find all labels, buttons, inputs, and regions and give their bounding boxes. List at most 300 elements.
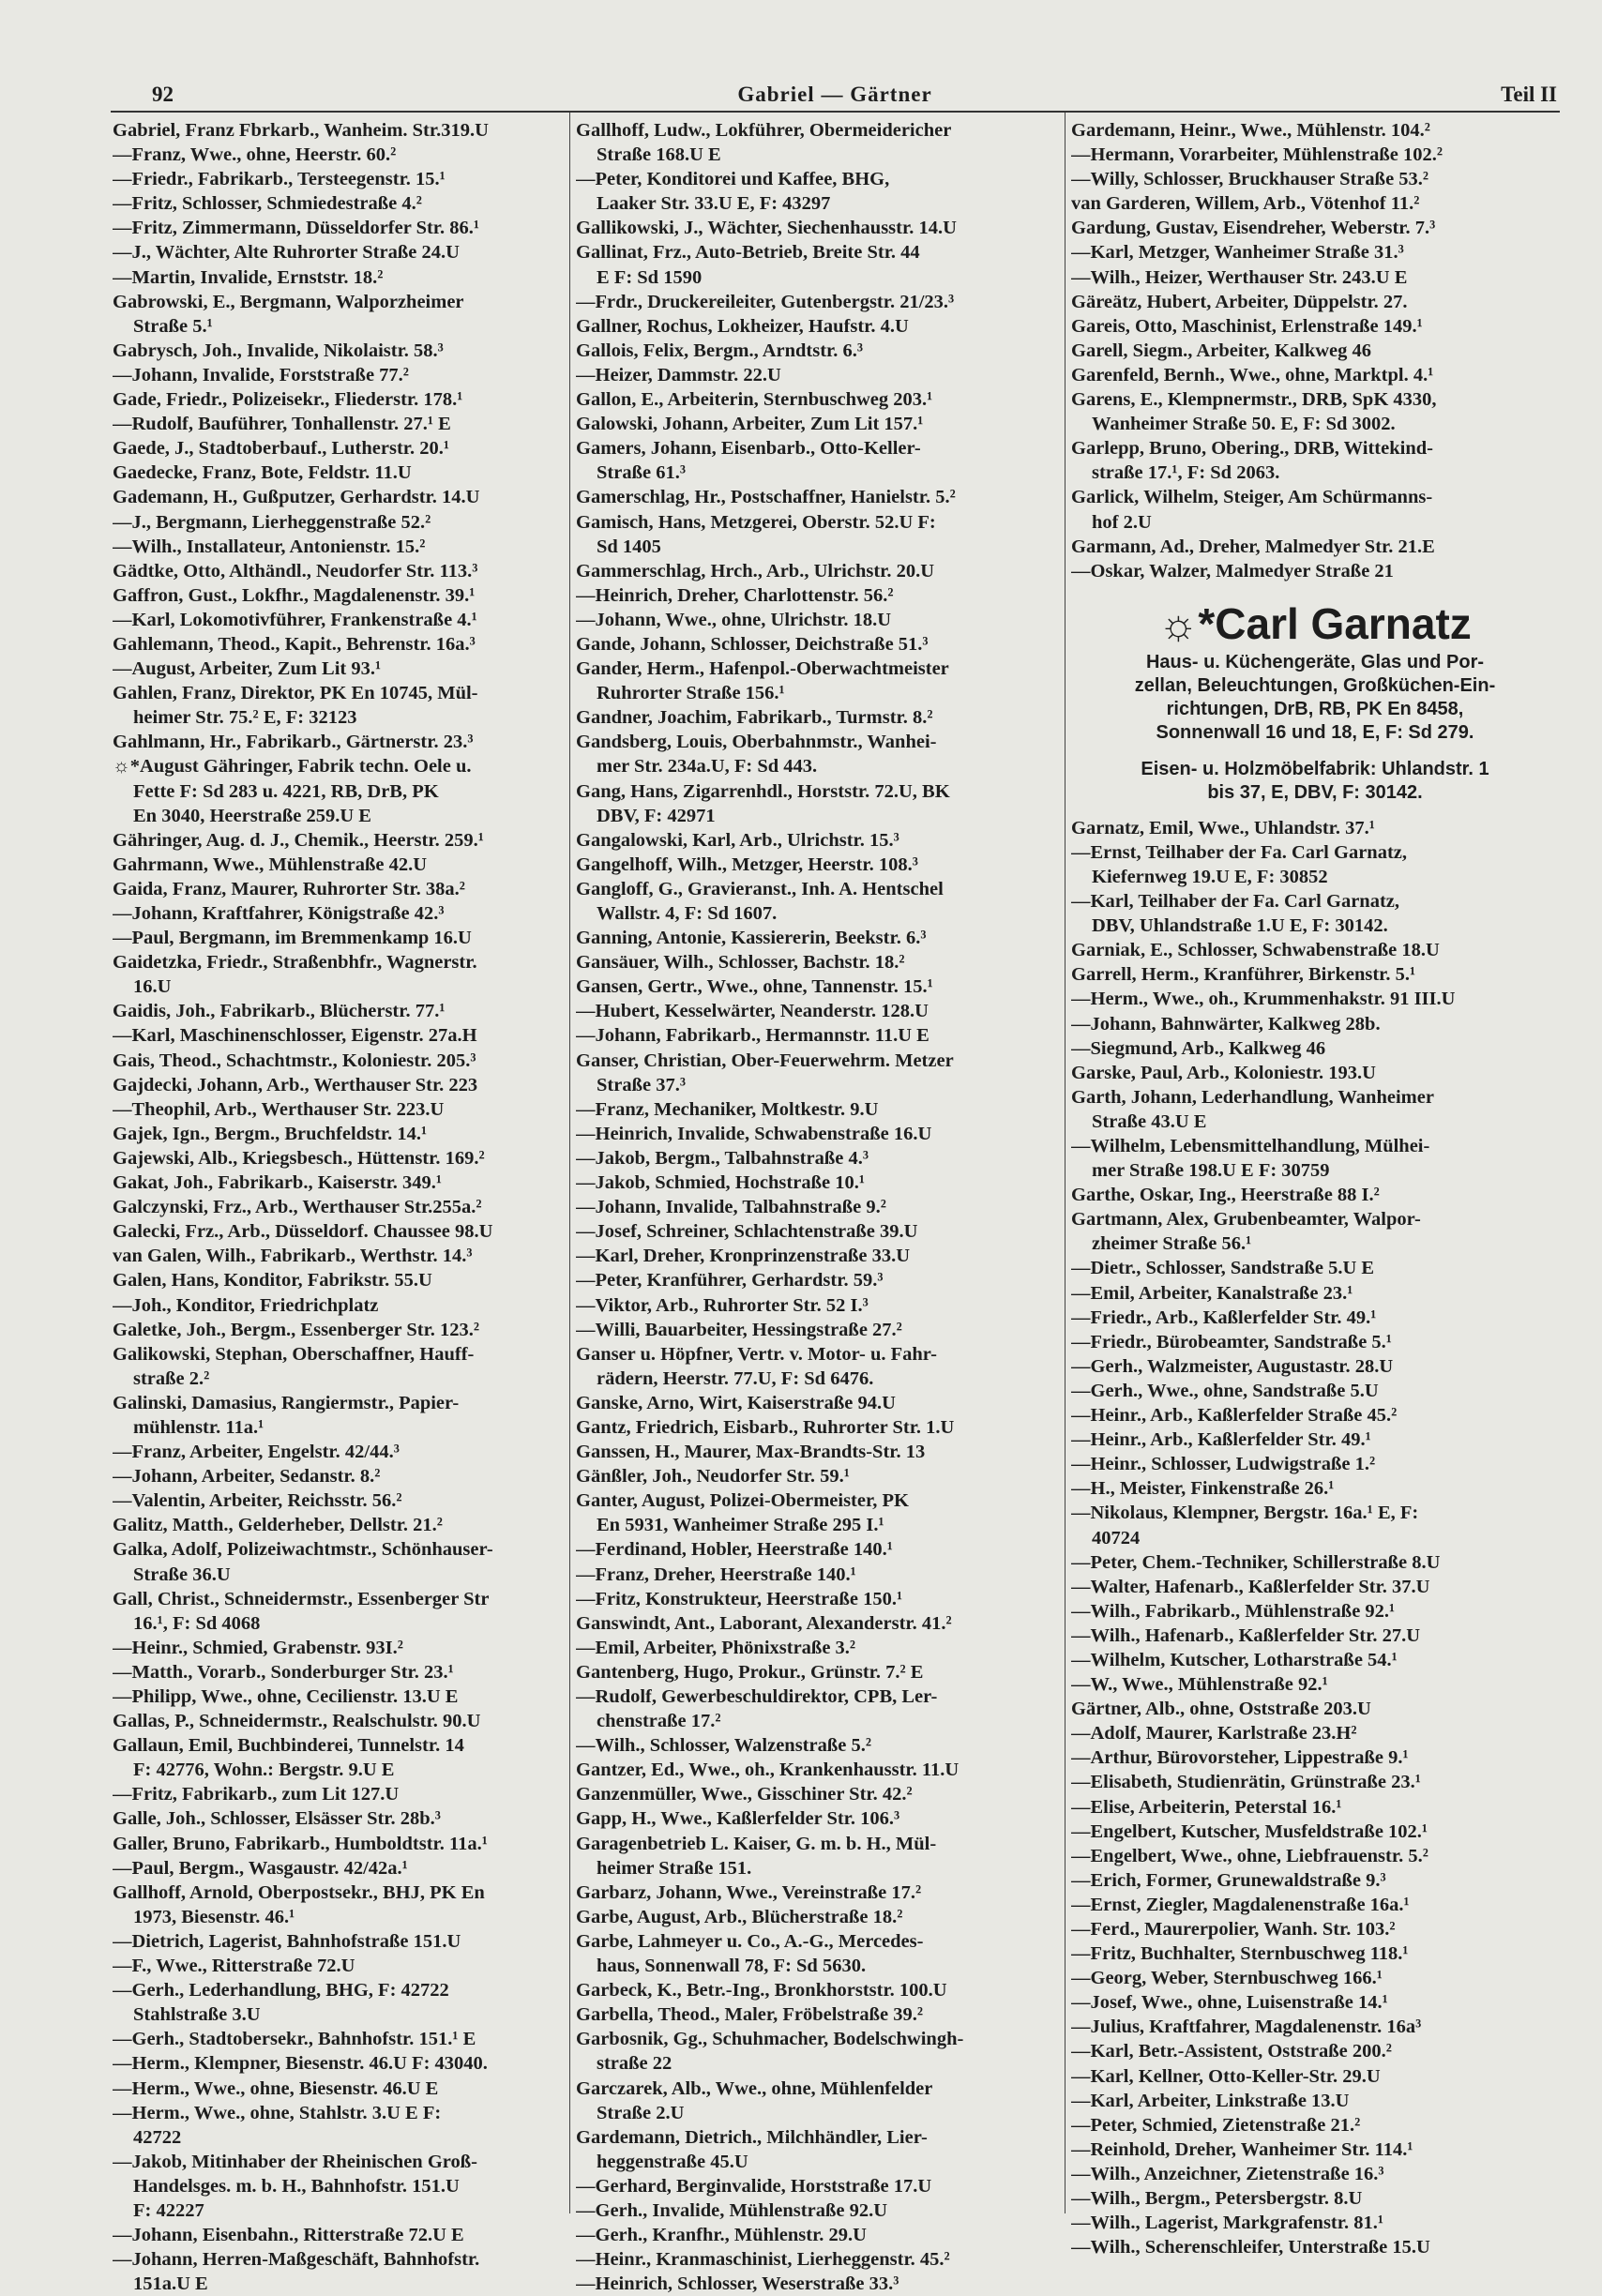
directory-entry xyxy=(113,387,567,412)
directory-entry xyxy=(576,1929,1062,1978)
directory-entry xyxy=(576,1023,1062,1048)
entry-line: —Peter, Konditorei und Kaffee, BHG, xyxy=(576,169,890,190)
directory-entry xyxy=(113,754,567,827)
directory-entry xyxy=(1071,1575,1559,1599)
entry-line: Gahlen, Franz, Direktor, PK En 10745, Mül- xyxy=(113,683,478,704)
directory-entry xyxy=(576,1684,1062,1733)
entry-continuation-line: heimer Str. 75.² E, F: 32123 xyxy=(133,707,357,729)
entry-line: —Karl, Dreher, Kronprinzenstraße 33.U xyxy=(576,1246,911,1267)
directory-entry xyxy=(1071,2015,1559,2039)
entry-line: Garmann, Ad., Dreher, Malmedyer Str. 21.E xyxy=(1071,536,1435,557)
entry-line: Garenfeld, Bernh., Wwe., ohne, Marktpl. 4.¹ xyxy=(1071,364,1434,385)
directory-entry xyxy=(1071,1207,1559,1256)
directory-entry xyxy=(113,510,567,535)
page-title: Gabriel — Gärtner xyxy=(737,83,932,106)
directory-entry xyxy=(1071,1990,1559,2015)
entry-line: —Gerhard, Berginvalide, Horststraße 17.U xyxy=(576,2175,932,2197)
entry-line: —Oskar, Walzer, Malmedyer Straße 21 xyxy=(1071,560,1394,582)
directory-entry xyxy=(113,1587,567,1636)
entry-line: Galecki, Frz., Arb., Düsseldorf. Chaussee 98.U xyxy=(113,1221,493,1243)
directory-entry xyxy=(1071,1036,1559,1061)
entry-continuation-line: 151a.U E xyxy=(133,2273,208,2295)
directory-entry xyxy=(576,1268,1062,1292)
entry-line: Gamerschlag, Hr., Postschaffner, Hanielstr. 5.² xyxy=(576,487,956,508)
entry-line: Garens, E., Klempnermstr., DRB, SpK 4330, xyxy=(1071,389,1437,411)
entry-line: —Johann, Invalide, Talbahnstraße 9.² xyxy=(576,1197,886,1218)
directory-entry xyxy=(1071,143,1559,167)
entry-line: Gantz, Friedrich, Eisbarb., Ruhrorter Str. 1.U xyxy=(576,1416,955,1438)
entry-line: —Wilh., Lagerist, Markgrafenstr. 81.¹ xyxy=(1071,2213,1383,2234)
column-divider xyxy=(569,113,570,2213)
entry-line: —Arthur, Bürovorsteher, Lippestraße 9.¹ xyxy=(1071,1747,1409,1769)
entry-line: Galka, Adolf, Polizeiwachtmstr., Schönhauser- xyxy=(113,1539,493,1561)
directory-entry xyxy=(576,1440,1062,1464)
entry-continuation-line: En 5931, Wanheimer Straße 295 I.¹ xyxy=(597,1515,884,1536)
directory-entry xyxy=(576,1758,1062,1782)
entry-line: Galen, Hans, Konditor, Fabrikstr. 55.U xyxy=(113,1270,432,1292)
entry-line: —Paul, Bergm., Wasgaustr. 42/42a.¹ xyxy=(113,1857,408,1879)
entry-line: —Gerh., Kranfhr., Mühlenstr. 29.U xyxy=(576,2225,867,2246)
entry-line: Gallon, E., Arbeiterin, Sternbuschweg 203.¹ xyxy=(576,389,933,411)
directory-entry xyxy=(576,1587,1062,1611)
column-1 xyxy=(113,118,567,2296)
entry-line: —Siegmund, Arb., Kalkweg 46 xyxy=(1071,1037,1326,1059)
entry-continuation-line: Sd 1405 xyxy=(597,536,661,557)
entry-line: —Peter, Kranführer, Gerhardstr. 59.³ xyxy=(576,1270,884,1292)
directory-entry xyxy=(576,1146,1062,1171)
entry-line: Garlick, Wilhelm, Steiger, Am Schürmanns- xyxy=(1071,487,1433,508)
header-rule xyxy=(111,111,1560,113)
entry-line: Garczarek, Alb., Wwe., ohne, Mühlenfelder xyxy=(576,2077,933,2099)
directory-entry xyxy=(576,559,1062,583)
entry-line: —Wilh., Anzeichner, Zietenstraße 16.³ xyxy=(1071,2163,1384,2184)
entry-line: Gallner, Rochus, Lokheizer, Haufstr. 4.U xyxy=(576,315,909,337)
directory-entry xyxy=(113,1954,567,1978)
entry-line: van Galen, Wilh., Fabrikarb., Werthstr. 14.³ xyxy=(113,1246,473,1267)
entry-line: —Dietrich, Lagerist, Bahnhofstraße 151.U xyxy=(113,1930,461,1952)
entry-line: —W., Wwe., Mühlenstraße 92.¹ xyxy=(1071,1674,1328,1696)
entry-continuation-line: F: 42776, Wohn.: Bergstr. 9.U E xyxy=(133,1760,395,1781)
entry-line: —Heizer, Dammstr. 22.U xyxy=(576,364,781,385)
directory-entry xyxy=(113,730,567,754)
entry-line: Galitz, Matth., Gelderheber, Dellstr. 21.² xyxy=(113,1515,443,1536)
directory-entry xyxy=(576,1464,1062,1488)
entry-line: Gaffron, Gust., Lokfhr., Magdalenenstr. 39.¹ xyxy=(113,584,476,606)
entry-line: Gäreätz, Hubert, Arbeiter, Düppelstr. 27. xyxy=(1071,291,1408,312)
entry-line: —H., Meister, Finkenstraße 26.¹ xyxy=(1071,1478,1335,1500)
entry-line: —Fritz, Fabrikarb., zum Lit 127.U xyxy=(113,1784,400,1805)
directory-entry xyxy=(576,1318,1062,1342)
directory-entry xyxy=(113,240,567,264)
directory-entry xyxy=(1071,1893,1559,1917)
directory-entry xyxy=(113,1073,567,1097)
entry-line: Gandsberg, Louis, Oberbahnmstr., Wanhei- xyxy=(576,732,937,753)
directory-entry xyxy=(1071,118,1559,143)
entry-line: —Wilhelm, Lebensmittelhandlung, Mülhei- xyxy=(1071,1136,1430,1156)
directory-entry xyxy=(113,1832,567,1856)
entry-line: Gandner, Joachim, Fabrikarb., Turmstr. 8.² xyxy=(576,707,933,729)
directory-entry xyxy=(1071,1770,1559,1794)
ad-text-line: zellan, Beleuchtungen, Großküchen-Ein- xyxy=(1134,674,1496,696)
directory-entry xyxy=(1071,1917,1559,1941)
directory-entry xyxy=(576,1219,1062,1244)
directory-entry xyxy=(576,1537,1062,1562)
entry-continuation-line: haus, Sonnenwall 78, F: Sd 5630. xyxy=(597,1956,867,1977)
entry-line: —Heinrich, Schlosser, Weserstraße 33.³ xyxy=(576,2273,899,2295)
entry-line: Gangalowski, Karl, Arb., Ulrichstr. 15.³ xyxy=(576,829,899,851)
entry-line: Gajdecki, Johann, Arb., Werthauser Str. 223 xyxy=(113,1074,478,1095)
entry-line: —Dietr., Schlosser, Sandstraße 5.U E xyxy=(1071,1258,1375,1279)
entry-line: Gangloff, G., Gravieranst., Inh. A. Hentschel xyxy=(576,878,944,899)
entry-line: —Viktor, Arb., Ruhrorter Str. 52 I.³ xyxy=(576,1294,869,1316)
directory-entry xyxy=(113,1023,567,1048)
directory-entry xyxy=(113,583,567,608)
directory-entry xyxy=(113,191,567,216)
entry-continuation-line: Handelsges. m. b. H., Bahnhofstr. 151.U xyxy=(133,2175,460,2197)
directory-entry xyxy=(1071,436,1559,485)
entry-continuation-line: En 3040, Heerstraße 259.U E xyxy=(133,805,371,826)
entry-line: —Georg, Weber, Sternbuschweg 166.¹ xyxy=(1071,1968,1383,1989)
entry-line: —Fritz, Zimmermann, Düsseldorfer Str. 86.¹ xyxy=(113,218,480,239)
directory-entry xyxy=(113,167,567,191)
ad-text-line: Sonnenwall 16 und 18, E, F: Sd 279. xyxy=(1156,721,1474,743)
directory-entry xyxy=(113,1195,567,1219)
directory-entry xyxy=(1071,485,1559,534)
entry-line: —Joh., Konditor, Friedrichplatz xyxy=(113,1294,379,1316)
entry-line: Ganser u. Höpfner, Vertr. v. Motor- u. Fahr- xyxy=(576,1343,937,1365)
directory-entry xyxy=(113,535,567,559)
entry-continuation-line: heggenstraße 45.U xyxy=(597,2151,748,2172)
entry-line: Gangelhoff, Wilh., Metzger, Heerstr. 108.³ xyxy=(576,853,918,875)
entry-line: —Wilh., Heizer, Werthauser Str. 243.U E xyxy=(1071,266,1408,288)
directory-entry xyxy=(576,1782,1062,1806)
entry-line: Gaede, J., Stadtoberbauf., Lutherstr. 20.¹ xyxy=(113,438,450,460)
entry-continuation-line: DBV, Uhlandstraße 1.U E, F: 30142. xyxy=(1092,915,1388,937)
entry-line: Galinski, Damasius, Rangiermstr., Papier- xyxy=(113,1392,460,1413)
directory-entry xyxy=(113,290,567,339)
entry-line: Gaidis, Joh., Fabrikarb., Blücherstr. 77.¹ xyxy=(113,1001,446,1022)
directory-entry xyxy=(1071,1844,1559,1868)
directory-entry xyxy=(576,1660,1062,1684)
entry-line: —Ernst, Teilhaber der Fa. Carl Garnatz, xyxy=(1071,841,1407,863)
directory-entry xyxy=(576,290,1062,314)
directory-entry xyxy=(576,877,1062,926)
directory-entry xyxy=(576,999,1062,1023)
directory-entry xyxy=(576,730,1062,778)
entry-line: Gareis, Otto, Maschinist, Erlenstraße 149.¹ xyxy=(1071,315,1423,337)
entry-continuation-line: Straße 61.³ xyxy=(597,462,686,484)
directory-entry xyxy=(576,926,1062,950)
entry-line: —Fritz, Buchhalter, Sternbuschweg 118.¹ xyxy=(1071,1943,1409,1965)
entry-continuation-line: 42722 xyxy=(133,2126,182,2148)
directory-entry xyxy=(576,240,1062,289)
entry-line: Gander, Herm., Hafenpol.-Oberwachtmeister xyxy=(576,658,949,680)
entry-line: —Karl, Maschinenschlosser, Eigenstr. 27a.H xyxy=(113,1025,477,1047)
entry-line: —Heinr., Schmied, Grabenstr. 93I.² xyxy=(113,1637,403,1658)
entry-line: Gärtner, Alb., ohne, Oststraße 203.U xyxy=(1071,1699,1371,1720)
entry-line: —Gerh., Walzmeister, Augustastr. 28.U xyxy=(1071,1355,1394,1377)
directory-entry xyxy=(113,339,567,363)
directory-entry xyxy=(576,1122,1062,1146)
directory-entry xyxy=(113,2247,567,2296)
directory-entry xyxy=(1071,240,1559,264)
directory-entry xyxy=(1071,816,1559,840)
entry-line: —Gerh., Stadtobersekr., Bahnhofstr. 151.¹ E xyxy=(113,2029,476,2050)
ad-text-line: Haus- u. Küchengeräte, Glas und Por- xyxy=(1145,651,1485,672)
entry-line: Garrell, Herm., Kranführer, Birkenstr. 5.¹ xyxy=(1071,964,1416,986)
entry-line: Gallas, P., Schneidermstr., Realschulstr. 90.U xyxy=(113,1711,481,1732)
entry-line: —Elise, Arbeiterin, Peterstal 16.¹ xyxy=(1071,1796,1342,1818)
directory-entry xyxy=(113,828,567,853)
directory-entry xyxy=(113,1244,567,1268)
directory-entry xyxy=(576,779,1062,828)
directory-entry xyxy=(1071,1134,1559,1183)
directory-entry xyxy=(113,950,567,999)
entry-line: —Rudolf, Gewerbeschuldirektor, CPB, Ler- xyxy=(576,1686,938,1707)
directory-entry xyxy=(1071,1599,1559,1624)
directory-entry xyxy=(576,2027,1062,2076)
directory-entry xyxy=(1071,1256,1559,1280)
directory-entry xyxy=(113,1097,567,1122)
directory-entry xyxy=(1071,1966,1559,1990)
entry-line: Gänßler, Joh., Neudorfer Str. 59.¹ xyxy=(576,1466,850,1488)
entry-line: —Reinhold, Dreher, Wanheimer Str. 114.¹ xyxy=(1071,2138,1413,2160)
entry-line: van Garderen, Willem, Arb., Vötenhof 11.² xyxy=(1071,193,1420,215)
entry-line: Garthe, Oskar, Ing., Heerstraße 88 I.² xyxy=(1071,1185,1380,1206)
entry-line: —Paul, Bergmann, im Bremmenkamp 16.U xyxy=(113,928,472,949)
entry-line: Gaedecke, Franz, Bote, Feldstr. 11.U xyxy=(113,462,412,484)
directory-entry xyxy=(113,1806,567,1831)
directory-entry xyxy=(576,314,1062,339)
entry-line: —Ferd., Maurerpolier, Wanh. Str. 103.² xyxy=(1071,1919,1396,1940)
directory-entry xyxy=(113,657,567,681)
entry-line: —Emil, Arbeiter, Kanalstraße 23.¹ xyxy=(1071,1282,1353,1304)
column-3 xyxy=(1071,118,1559,2259)
entry-continuation-line: Straße 168.U E xyxy=(597,144,721,166)
entry-line: —Hermann, Vorarbeiter, Mühlenstraße 102.² xyxy=(1071,144,1443,166)
directory-entry xyxy=(113,1537,567,1586)
directory-entry xyxy=(576,1832,1062,1881)
directory-entry xyxy=(1071,1868,1559,1893)
advertisement-carl-garnatz xyxy=(1071,597,1559,805)
entry-line: Galle, Joh., Schlosser, Elsässer Str. 28b.³ xyxy=(113,1808,441,1830)
entry-line: Gabriel, Franz Fbrkarb., Wanheim. Str.319.U xyxy=(113,120,489,141)
directory-entry xyxy=(113,1733,567,1782)
entry-line: —August, Arbeiter, Zum Lit 93.¹ xyxy=(113,658,382,680)
entry-line: Gansen, Gertr., Wwe., ohne, Tannenstr. 15.¹ xyxy=(576,976,933,998)
entry-line: —Johann, Eisenbahn., Ritterstraße 72.U E xyxy=(113,2225,464,2246)
entry-line: Garske, Paul, Arb., Koloniestr. 193.U xyxy=(1071,1062,1376,1083)
directory-entry xyxy=(1071,2113,1559,2137)
directory-entry xyxy=(576,167,1062,216)
entry-line: Garbeck, K., Betr.-Ing., Bronkhorststr. 100.U xyxy=(576,1980,947,2001)
entry-line: —F., Wwe., Ritterstraße 72.U xyxy=(113,1956,355,1977)
directory-entry xyxy=(1071,938,1559,962)
entry-line: Gardung, Gustav, Eisendreher, Weberstr. 7.³ xyxy=(1071,218,1436,239)
entry-line: Gabrysch, Joh., Invalide, Nikolaistr. 58.³ xyxy=(113,340,444,361)
entry-line: —Heinrich, Invalide, Schwabenstraße 16.U xyxy=(576,1123,932,1144)
entry-line: Garniak, E., Schlosser, Schwabenstraße 18.U xyxy=(1071,940,1440,961)
directory-entry xyxy=(576,1293,1062,1318)
directory-entry xyxy=(1071,265,1559,290)
directory-entry xyxy=(1071,1427,1559,1452)
entry-line: —Franz, Mechaniker, Moltkestr. 9.U xyxy=(576,1098,879,1120)
entry-line: —Jakob, Mitinhaber der Rheinischen Groß- xyxy=(113,2151,477,2172)
entry-line: —J., Wächter, Alte Ruhrorter Straße 24.U xyxy=(113,242,460,264)
ad-text-line: Eisen- u. Holzmöbelfabrik: Uhlandstr. 1 xyxy=(1141,758,1489,779)
entry-line: —Wilh., Schlosser, Walzenstraße 5.² xyxy=(576,1735,872,1757)
directory-entry xyxy=(113,1978,567,2027)
directory-entry xyxy=(113,1660,567,1684)
directory-entry xyxy=(113,412,567,436)
entry-continuation-line: Ruhrorter Straße 156.¹ xyxy=(597,683,785,704)
directory-entry xyxy=(576,2002,1062,2027)
directory-entry xyxy=(576,853,1062,877)
entry-line: —Ferdinand, Hobler, Heerstraße 140.¹ xyxy=(576,1539,893,1561)
entry-line: —Karl, Metzger, Wanheimer Straße 31.³ xyxy=(1071,242,1404,264)
entry-continuation-line: zheimer Straße 56.¹ xyxy=(1092,1233,1252,1255)
entry-line: —Wilh., Bergm., Petersbergstr. 8.U xyxy=(1071,2188,1363,2210)
entry-line: —Franz, Dreher, Heerstraße 140.¹ xyxy=(576,1563,856,1585)
entry-line: —Josef, Wwe., ohne, Luisenstraße 14.¹ xyxy=(1071,1992,1388,2014)
directory-entry xyxy=(113,2077,567,2101)
directory-entry xyxy=(1071,1820,1559,1844)
directory-entry xyxy=(113,216,567,240)
entry-continuation-line: Straße 37.³ xyxy=(597,1074,686,1095)
directory-entry xyxy=(113,1782,567,1806)
entry-line: Ganning, Antonie, Kassiererin, Beekstr. 6.³ xyxy=(576,928,927,949)
entry-line: Gansäuer, Wilh., Schlosser, Bachstr. 18.² xyxy=(576,952,905,974)
entry-line: Garell, Siegm., Arbeiter, Kalkweg 46 xyxy=(1071,340,1371,361)
directory-entry xyxy=(576,387,1062,412)
entry-line: Galowski, Johann, Arbeiter, Zum Lit 157.¹ xyxy=(576,414,924,435)
entry-line: —Herm., Wwe., ohne, Stahlstr. 3.U E F: xyxy=(113,2102,442,2123)
entry-line: Gapp, H., Wwe., Kaßlerfelder Str. 106.³ xyxy=(576,1808,900,1830)
directory-entry xyxy=(576,1391,1062,1415)
directory-entry xyxy=(576,657,1062,705)
entry-line: —Wilh., Scherenschleifer, Unterstraße 15.U xyxy=(1071,2237,1430,2258)
entry-line: Garbarz, Johann, Wwe., Vereinstraße 17.² xyxy=(576,1881,922,1903)
entry-line: Garlepp, Bruno, Obering., DRB, Wittekind- xyxy=(1071,438,1433,460)
directory-entry xyxy=(113,1391,567,1440)
entry-line: —Johann, Bahnwärter, Kalkweg 28b. xyxy=(1071,1013,1381,1035)
entry-line: —Karl, Betr.-Assistent, Oststraße 200.² xyxy=(1071,2041,1392,2062)
directory-entry xyxy=(113,1293,567,1318)
entry-line: —Josef, Schreiner, Schlachtenstraße 39.U xyxy=(576,1221,918,1243)
directory-entry xyxy=(113,877,567,901)
entry-line: Gahrmann, Wwe., Mühlenstraße 42.U xyxy=(113,853,428,875)
directory-entry xyxy=(113,1440,567,1464)
directory-entry xyxy=(576,583,1062,608)
entry-continuation-line: Laaker Str. 33.U E, F: 43297 xyxy=(597,193,831,215)
directory-entry xyxy=(1071,290,1559,314)
entry-line: —Fritz, Konstrukteur, Heerstraße 150.¹ xyxy=(576,1588,903,1609)
directory-entry xyxy=(113,363,567,387)
directory-entry xyxy=(113,1122,567,1146)
directory-entry xyxy=(113,2051,567,2076)
entry-line: —Walter, Hafenarb., Kaßlerfelder Str. 37.U xyxy=(1071,1576,1430,1597)
entry-line: —Engelbert, Kutscher, Musfeldstraße 102.¹ xyxy=(1071,1820,1428,1842)
entry-continuation-line: Straße 36.U xyxy=(133,1563,231,1585)
directory-entry xyxy=(576,510,1062,559)
directory-entry xyxy=(576,339,1062,363)
entry-line: —Heinr., Arb., Kaßlerfelder Str. 49.¹ xyxy=(1071,1429,1371,1451)
entry-continuation-line: Stahlstraße 3.U xyxy=(133,2004,261,2026)
entry-continuation-line: 1973, Biesenstr. 46.¹ xyxy=(133,1906,295,1927)
directory-entry xyxy=(1071,962,1559,987)
directory-entry xyxy=(1071,314,1559,339)
directory-entry xyxy=(113,1146,567,1171)
entry-line: —Rudolf, Bauführer, Tonhallenstr. 27.¹ E xyxy=(113,414,451,435)
entry-line: Garbe, August, Arb., Blücherstraße 18.² xyxy=(576,1906,903,1927)
entry-line: —Friedr., Fabrikarb., Tersteegenstr. 15.¹ xyxy=(113,169,446,190)
directory-entry xyxy=(576,1905,1062,1929)
entry-line: —Wilh., Installateur, Antonienstr. 15.² xyxy=(113,536,426,557)
directory-entry xyxy=(113,1636,567,1660)
entry-line: Gallinat, Frz., Auto-Betrieb, Breite Str. 44 xyxy=(576,242,920,264)
entry-continuation-line: 16.U xyxy=(133,976,172,998)
directory-entry xyxy=(1071,191,1559,216)
directory-entry xyxy=(576,436,1062,485)
entry-line: —Franz, Wwe., ohne, Heerstr. 60.² xyxy=(113,144,397,166)
entry-line: —Karl, Teilhaber der Fa. Carl Garnatz, xyxy=(1071,891,1400,913)
entry-line: Gartmann, Alex, Grubenbeamter, Walpor- xyxy=(1071,1209,1421,1231)
entry-line: Gähringer, Aug. d. J., Chemik., Heerstr. 259.¹ xyxy=(113,829,484,851)
directory-entry xyxy=(1071,1306,1559,1330)
directory-entry xyxy=(1071,1012,1559,1036)
directory-entry xyxy=(113,1684,567,1709)
directory-entry xyxy=(576,1244,1062,1268)
directory-entry xyxy=(1071,1745,1559,1770)
entry-line: —Friedr., Bürobeamter, Sandstraße 5.¹ xyxy=(1071,1331,1392,1352)
entry-line: —Gerh., Lederhandlung, BHG, F: 42722 xyxy=(113,1980,449,2001)
directory-entry xyxy=(113,1318,567,1342)
entry-line: Gademann, H., Gußputzer, Gerhardstr. 14.U xyxy=(113,487,480,508)
entry-continuation-line: 16.¹, F: Sd 4068 xyxy=(133,1612,261,1634)
directory-entry xyxy=(1071,1085,1559,1134)
entry-line: Gais, Theod., Schachtmstr., Koloniestr. 205.³ xyxy=(113,1050,476,1071)
directory-entry xyxy=(1071,1795,1559,1820)
entry-line: —Franz, Arbeiter, Engelstr. 42/44.³ xyxy=(113,1442,400,1463)
entry-line: Gahlemann, Theod., Kapit., Behrenstr. 16a.³ xyxy=(113,633,476,655)
entry-line: —Ernst, Ziegler, Magdalenenstraße 16a.¹ xyxy=(1071,1894,1410,1915)
directory-entry xyxy=(576,1171,1062,1195)
directory-entry xyxy=(113,1342,567,1391)
directory-entry xyxy=(576,1342,1062,1391)
entry-line: —Emil, Arbeiter, Phönixstraße 3.² xyxy=(576,1637,856,1658)
directory-entry xyxy=(113,2101,567,2150)
entry-continuation-line: straße 22 xyxy=(597,2053,673,2075)
entry-line: —Theophil, Arb., Werthauser Str. 223.U xyxy=(113,1098,445,1120)
entry-line: Garth, Johann, Lederhandlung, Wanheimer xyxy=(1071,1086,1434,1108)
entry-line: Gallaun, Emil, Buchbinderei, Tunnelstr. 14 xyxy=(113,1735,464,1757)
entry-line: Ganzenmüller, Wwe., Gisschiner Str. 42.² xyxy=(576,1784,913,1805)
entry-line: —Wilh., Hafenarb., Kaßlerfelder Str. 27.U xyxy=(1071,1624,1421,1646)
entry-continuation-line: straße 2.² xyxy=(133,1367,210,1389)
directory-entry xyxy=(113,436,567,461)
directory-entry xyxy=(1071,1379,1559,1403)
directory-entry xyxy=(113,1488,567,1513)
directory-entry xyxy=(576,216,1062,240)
entry-line: —Heinr., Schlosser, Ludwigstraße 1.² xyxy=(1071,1454,1376,1475)
entry-line: —Johann, Herren-Maßgeschäft, Bahnhofstr. xyxy=(113,2249,480,2271)
directory-entry xyxy=(1071,339,1559,363)
entry-line: —Hubert, Kesselwärter, Neanderstr. 128.U xyxy=(576,1001,929,1022)
entry-line: Gantzer, Ed., Wwe., oh., Krankenhausstr. 11.U xyxy=(576,1760,960,1781)
ad-text-line: bis 37, E, DBV, F: 30142. xyxy=(1207,781,1423,803)
directory-entry xyxy=(1071,1061,1559,1085)
directory-entry xyxy=(576,1195,1062,1219)
